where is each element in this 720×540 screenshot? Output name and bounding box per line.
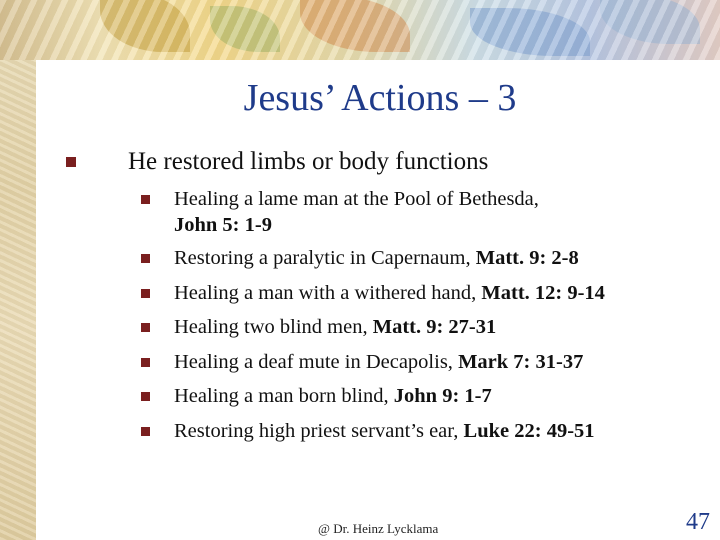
list-item <box>174 345 714 380</box>
item-text: Healing a deaf mute in Decapolis, <box>174 350 459 373</box>
list-item <box>174 276 714 311</box>
scripture-reference: Mark 7: 31-37 <box>458 350 584 373</box>
list-item <box>174 241 714 276</box>
square-bullet-icon <box>141 323 150 332</box>
square-bullet-icon <box>141 195 150 204</box>
scripture-reference: John 5: 1-9 <box>174 214 272 236</box>
main-point-text: He restored limbs or body functions <box>128 148 489 175</box>
slide-footer: @ Dr. Heinz Lycklama <box>318 521 439 536</box>
background-left-strip <box>0 0 36 540</box>
square-bullet-icon <box>141 392 150 401</box>
main-bullet-item <box>90 146 700 178</box>
leaf-decoration <box>300 0 410 52</box>
list-item <box>174 186 714 241</box>
item-text: Healing two blind men, <box>174 316 373 338</box>
scripture-reference: Matt. 9: 2-8 <box>475 247 579 269</box>
leaf-decoration <box>210 6 280 52</box>
item-text: Healing a man with a withered hand, <box>174 281 482 304</box>
leaf-decoration <box>470 8 590 56</box>
list-item <box>174 414 714 449</box>
scripture-reference: Luke 22: 49-51 <box>463 419 595 442</box>
scripture-reference: John 9: 1-7 <box>393 385 492 407</box>
scripture-reference: Matt. 9: 27-31 <box>372 316 497 338</box>
square-bullet-icon <box>66 157 76 167</box>
background-header-band <box>0 0 720 60</box>
sub-bullet-list <box>174 186 714 448</box>
main-bullet-list <box>90 146 700 178</box>
slide-title: Jesus’ Actions – 3 <box>243 77 517 119</box>
leaf-decoration <box>100 0 190 52</box>
square-bullet-icon <box>141 289 150 298</box>
item-text: Healing a lame man at the Pool of Bethesda, <box>174 188 539 210</box>
item-text: Restoring a paralytic in Capernaum, <box>174 247 476 269</box>
square-bullet-icon <box>141 358 150 367</box>
item-text: Healing a man born blind, <box>174 385 394 407</box>
scripture-reference: Matt. 12: 9-14 <box>481 281 605 304</box>
leaf-decoration <box>600 0 700 44</box>
square-bullet-icon <box>141 427 150 436</box>
list-item <box>174 310 714 345</box>
item-text: Restoring high priest servant’s ear, <box>174 419 464 442</box>
list-item <box>174 379 714 414</box>
square-bullet-icon <box>141 254 150 263</box>
page-number: 47 <box>686 509 710 535</box>
